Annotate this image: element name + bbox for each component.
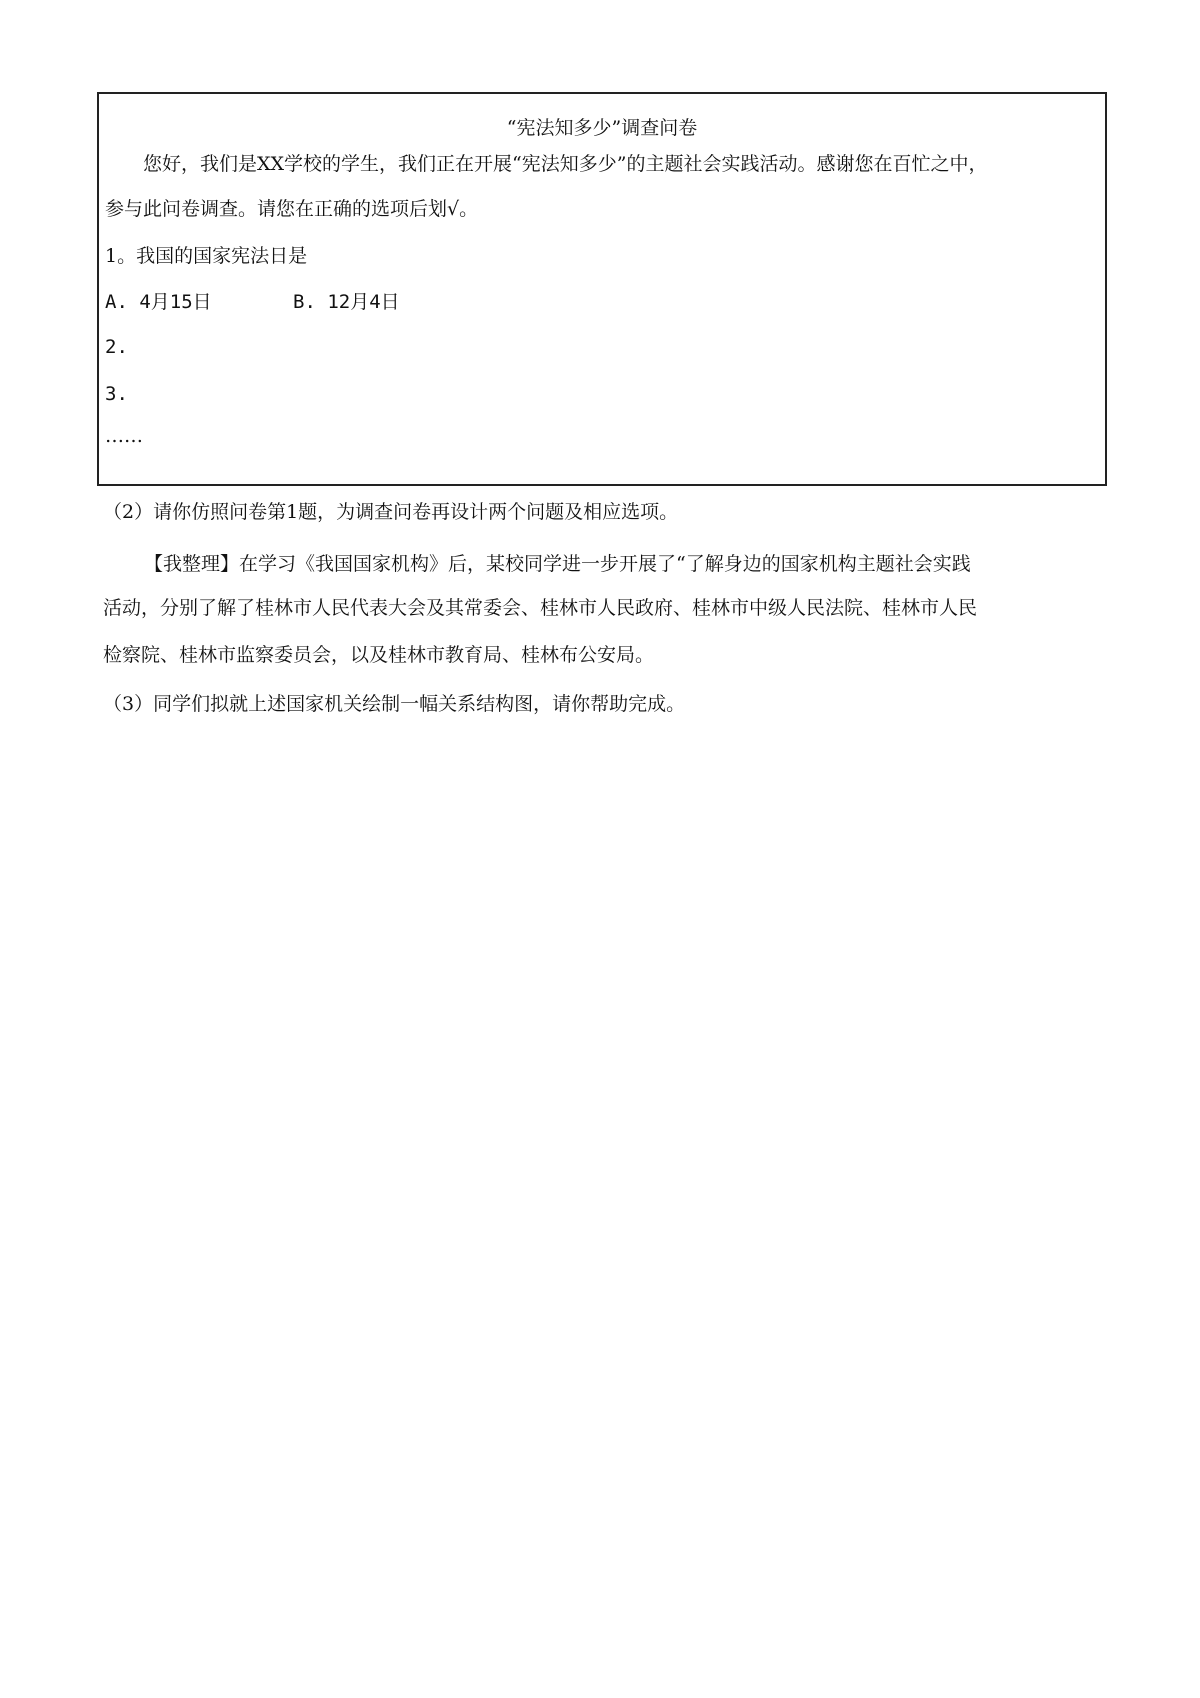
organize-line-1: 【我整理】在学习《我国国家机构》后，某校同学进一步开展了“了解身边的国家机构主题社会实践 [144,553,971,575]
questionnaire-title: “宪法知多少”调查问卷 [506,117,698,139]
question-2: 2. [105,336,128,358]
question-1: 1。我国的国家宪法日是 [105,245,308,267]
questionnaire-box [97,92,1107,486]
organize-line-3: 检察院、桂林市监察委员会，以及桂林市教育局、桂林布公安局。 [103,644,655,666]
intro-line-1: 您好，我们是XX学校的学生，我们正在开展“宪法知多少”的主题社会实践活动。感谢您在百忙之中， [143,153,988,175]
task-2: （2）请你仿照问卷第1题，为调查问卷再设计两个问题及相应选项。 [103,501,679,523]
ellipsis: …… [105,425,143,447]
intro-line-2: 参与此问卷调查。请您在正确的选项后划√。 [105,198,479,220]
question-1-option-b: B. 12月4日 [293,291,400,313]
organize-line-2: 活动，分别了解了桂林市人民代表大会及其常委会、桂林市人民政府、桂林市中级人民法院、桂林市人民 [103,597,978,619]
question-3: 3. [105,383,128,405]
task-3: （3）同学们拟就上述国家机关绘制一幅关系结构图，请你帮助完成。 [103,693,686,715]
question-1-option-a: A. 4月15日 [105,291,212,313]
